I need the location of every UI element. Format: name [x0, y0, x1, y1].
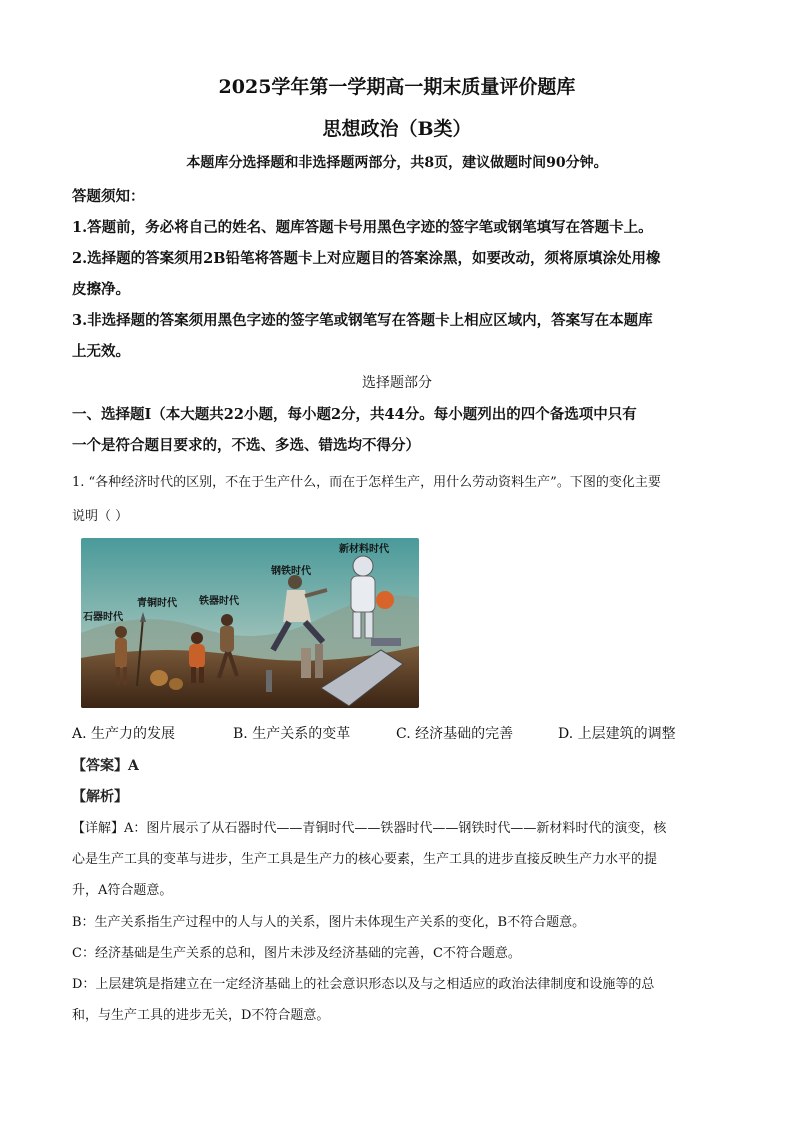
- detail-line-1: 【详解】A：图片展示了从石器时代——青铜时代——铁器时代——钢铁时代——新材料时代的演变，核: [72, 821, 667, 836]
- detail-d: D：上层建筑是指建立在一定经济基础上的社会意识形态以及与之相适应的政治法律制度和设施等的总: [72, 977, 655, 992]
- notice-item-3-cont: 上无效。: [72, 343, 130, 360]
- analysis-label: 【解析】: [72, 789, 128, 805]
- detail-c: C：经济基础是生产关系的总和，图片未涉及经济基础的完善，C不符合题意。: [72, 946, 521, 961]
- section-label: 选择题部分: [362, 375, 432, 391]
- detail-d-cont: 和，与生产工具的进步无关，D不符合题意。: [72, 1008, 330, 1023]
- notice-item-2: 2.选择题的答案须用2B铅笔将答题卡上对应题目的答案涂黑，如要改动，须将原填涂处用橡: [72, 250, 661, 267]
- section-heading: 一、选择题Ⅰ（本大题共22小题，每小题2分，共44分。每小题列出的四个备选项中只有: [72, 406, 637, 423]
- option-a[interactable]: A. 生产力的发展: [72, 726, 176, 742]
- notice-item-3: 3.非选择题的答案须用黑色字迹的签字笔或钢笔写在答题卡上相应区域内，答案写在本题库: [72, 312, 653, 329]
- question-1-stem-cont: 说明（ ）: [72, 509, 129, 524]
- answer-line: 【答案】A: [72, 758, 139, 774]
- label-iron-age: 铁器时代: [199, 596, 239, 607]
- section-heading-cont: 一个是符合题目要求的，不选、多选、错选均不得分）: [72, 437, 420, 454]
- option-b[interactable]: B. 生产关系的变革: [233, 726, 351, 742]
- notice-item-2-cont: 皮擦净。: [72, 281, 130, 298]
- label-bronze-age: 青铜时代: [137, 598, 177, 609]
- label-stone-age: 石器时代: [83, 612, 123, 623]
- option-d[interactable]: D. 上层建筑的调整: [558, 726, 676, 742]
- detail-line-3: 升，A符合题意。: [72, 883, 173, 898]
- exam-intro: 本题库分选择题和非选择题两部分，共8页，建议做题时间90分钟。: [186, 155, 608, 171]
- option-c[interactable]: C. 经济基础的完善: [396, 726, 514, 742]
- page-title: 2025学年第一学期高一期末质量评价题库: [218, 76, 576, 98]
- page-subtitle: 思想政治（B类）: [322, 118, 472, 140]
- label-new-material-age: 新材料时代: [339, 544, 389, 555]
- detail-line-2: 心是生产工具的变革与进步，生产工具是生产力的核心要素，生产工具的进步直接反映生产力水平的提: [72, 852, 658, 867]
- label-steel-age: 钢铁时代: [271, 566, 311, 577]
- question-1-stem: 1. “各种经济时代的区别，不在于生产什么，而在于怎样生产，用什么劳动资料生产”。下图的变化主要: [72, 475, 661, 490]
- detail-b: B：生产关系指生产过程中的人与人的关系，图片未体现生产关系的变化，B不符合题意。: [72, 915, 586, 930]
- evolution-illustration: [81, 538, 419, 708]
- notice-heading: 答题须知：: [72, 188, 145, 205]
- notice-item-1: 1.答题前，务必将自己的姓名、题库答题卡号用黑色字迹的签字笔或钢笔填写在答题卡上。: [72, 219, 653, 236]
